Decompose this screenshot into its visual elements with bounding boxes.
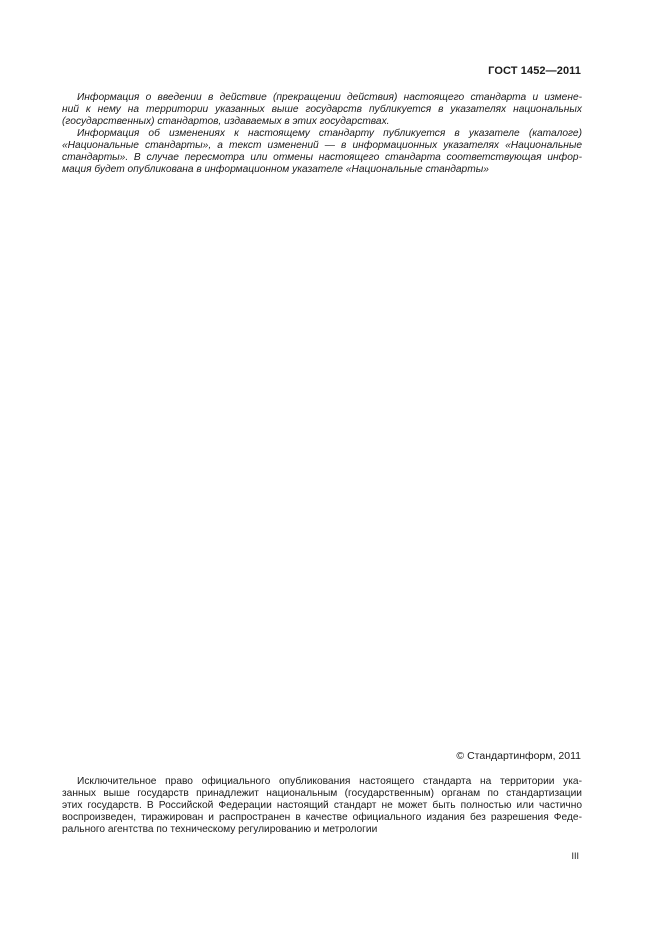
text-line: Информация о введении в действие (прекращении действия) настоящего стандарта и измене- <box>77 92 582 103</box>
text-line: «Национальные стандарты», а текст изменений — в информационных указателях «Национальные <box>62 140 582 151</box>
text-line: Исключительное право официального опубликования настоящего стандарта на территории ука- <box>77 776 582 787</box>
rights-section <box>62 776 582 836</box>
page-number: III <box>571 851 579 861</box>
copyright-notice: © Стандартинформ, 2011 <box>456 750 581 762</box>
rights-paragraph <box>62 776 582 836</box>
text-line: ний к нему на территории указанных выше государств публикуется в указателях национальных <box>62 104 582 115</box>
text-line: рального агентства по техническому регулированию и метрологии <box>62 824 378 835</box>
text-line: Информация об изменениях к настоящему стандарту публикуется в указателе (каталоге) <box>77 128 582 139</box>
text-line: (государственных) стандартов, издаваемых в этих государствах. <box>62 116 390 127</box>
text-line: воспроизведен, тиражирован и распространен в качестве официального издания без разрешения Феде- <box>62 812 582 823</box>
info-paragraph-1 <box>62 92 582 128</box>
info-section <box>62 92 582 176</box>
info-paragraph-2 <box>62 128 582 176</box>
text-line: стандарты». В случае пересмотра или отмены настоящего стандарта соответствующая инфор- <box>62 152 582 163</box>
text-line: этих государств. В Российской Федерации настоящий стандарт не может быть полностью или частично <box>62 800 582 811</box>
document-code-header: ГОСТ 1452—2011 <box>488 65 581 77</box>
text-line: мация будет опубликована в информационном указателе «Национальные стандарты» <box>62 164 489 175</box>
text-line: занных выше государств принадлежит национальным (государственным) органам по стандартизации <box>62 788 582 799</box>
